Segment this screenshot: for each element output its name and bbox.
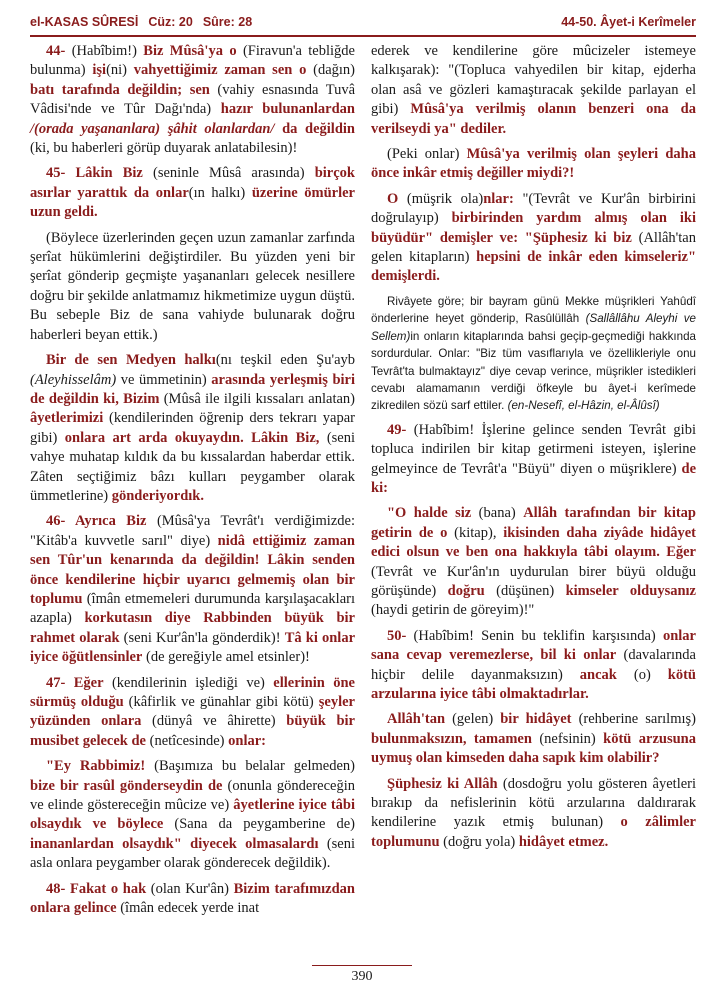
paragraph-ayet-44 xyxy=(30,42,355,158)
footer-rule xyxy=(312,965,412,966)
ayet-number: 50- xyxy=(387,627,407,644)
ayet-number: 49- xyxy=(387,421,407,438)
ayet-text: Ayrıca Biz xyxy=(65,513,147,530)
page-number: 390 xyxy=(351,969,373,984)
ayet-number: 44- xyxy=(46,43,66,59)
commentary-text: (haydi getirin de göreyim)!" xyxy=(371,602,535,619)
paragraph-allahtan xyxy=(371,710,696,768)
ayet-text: korkutasın diye Rabbinden büyük bir rahmet olarak xyxy=(30,610,355,646)
commentary-text: (Habîbim! Senin bu teklifin karşısında) xyxy=(406,627,663,644)
paragraph-ayet-46 xyxy=(30,512,355,667)
commentary-text: (dünyâ ve âhirette) xyxy=(141,713,287,730)
ayet-text: büyük bir musibet gelecek de xyxy=(30,713,355,749)
paragraph-ayet-45 xyxy=(30,164,355,222)
ayet-text: Allâh tarafından bir kitap getirin de o xyxy=(371,505,696,541)
commentary-text: (davalarında hiçbir delile dayanmaksızın) xyxy=(371,647,696,683)
ayet-text: birbirinden yardım almış olan iki büyüdür" demişler ve: "Şüphesiz ki biz xyxy=(371,210,696,246)
ayet-text: ikisinden daha ziyâde hidâyet edici olsun ve ben ona hakkıyla tâbi olayım. Eğer xyxy=(371,524,697,561)
ayet-text: şâhit olanlardan/ xyxy=(167,120,283,137)
commentary-text: (dosdoğru yolu gösteren âyetleri bırakıp da nefislerinin kötü arzularına daldırarak kendilerine yazık etmiş bulunan) xyxy=(371,775,697,831)
commentary-text: (Allâh'tan gelen kitapların) xyxy=(371,229,696,266)
ayet-text: bir hidâyet xyxy=(500,711,572,728)
commentary-text: (îmân edecek yerde inat xyxy=(116,900,260,917)
commentary-text: (nefsinin) xyxy=(531,730,604,747)
commentary-text: (Sana da peygamberine de) xyxy=(163,816,355,833)
ayet-text: hazır bulunanlardan xyxy=(220,101,355,118)
paragraph-rivayet-note xyxy=(371,293,696,415)
ayet-number: 48- xyxy=(46,880,66,897)
ayet-number: 46- xyxy=(46,513,66,530)
ayet-text: de ki: xyxy=(371,460,696,496)
ayet-text: bize bir rasûl gönderseydin de xyxy=(30,777,223,794)
sure-name: el-KASAS SÛRESİ xyxy=(30,15,139,29)
ayet-text: birçok asırlar yarattık da onlar xyxy=(30,165,355,201)
ayet-text: gönderiyordık. xyxy=(111,487,204,504)
commentary-text: in onların kitaplarında bahsi geçip-geçmediği hakkında sordurdular. Onlar: "Biz tüm vasıflarıyla ve özellikleriyle onu Tevrât'ta bulmaktayız" diye cevap verince, müşrikler istedikleri cevabı alamamanın verdiği öfkeyle bu âyet-i kerîmede zikredilen sözü sarf ettiler. xyxy=(371,329,696,413)
ayet-text: âyetlerimizi xyxy=(30,410,104,427)
ayet-text: nidâ ettiğimiz zaman sen Tûr'un kenarında da değildin! Lâkin senden önce kendilerine hiçbir uyarıcı gelmemiş olan bir toplumu xyxy=(30,532,355,607)
ayet-text: Şüphesiz ki Allâh xyxy=(387,775,498,792)
commentary-text: (Aleyhisselâm) xyxy=(30,371,117,388)
commentary-text: (kendilerinden öğrenip ders tekrarı yapar gibi) xyxy=(30,410,355,446)
ayet-text: onlar: xyxy=(228,732,266,749)
ayet-text: /(orada yaşananlara) xyxy=(30,120,168,137)
commentary-text: (Başımıza bu belalar gelmeden) xyxy=(145,758,355,775)
paragraph-suphesiz xyxy=(371,775,696,853)
paragraph-rabbimiz xyxy=(30,757,355,873)
ayet-text: vahyettiğimiz zaman sen o xyxy=(133,62,307,79)
right-column xyxy=(371,42,696,858)
commentary-text: (Habîbim!) xyxy=(65,43,144,59)
ayet-text: Allâh'tan xyxy=(387,711,446,728)
ayet-text: Bir de sen Medyen halkı xyxy=(46,352,216,369)
ayet-text: Fakat o hak xyxy=(65,880,147,897)
ayet-text: inananlardan olsaydık" xyxy=(30,835,182,852)
paragraph-ayet-47 xyxy=(30,674,355,752)
commentary-text: (seni Kur'ân'la gönderdik)! xyxy=(119,629,285,646)
commentary-text: (vahiy esnasında Tuvâ Vâdisi'nde ve Tûr Dağı'nda) xyxy=(30,81,356,118)
commentary-text: (nı teşkil eden Şu'ayb xyxy=(215,352,356,369)
paragraph-ayet-48 xyxy=(30,880,355,919)
commentary-text: ve ümmetinin) xyxy=(116,371,212,388)
commentary-text: (ki, bu haberleri görüp duyarak anlatabilesin)! xyxy=(30,140,298,157)
paragraph-ayet-50 xyxy=(371,627,696,705)
ayet-text: "Ey Rabbimiz! xyxy=(46,758,146,775)
commentary-text: (kendilerinin işlediği ve) xyxy=(103,674,274,691)
commentary-text: (rehberine sarılmış) xyxy=(571,711,696,728)
header-left xyxy=(30,15,262,29)
ayet-text: ancak xyxy=(579,666,617,683)
ayet-text: âyetlerine iyice tâbi olsaydık ve böylece xyxy=(30,797,356,833)
ayet-text: onlar sana cevap veremezlerse, bil ki onlar xyxy=(371,627,696,664)
ayet-range: 44-50. Âyet-i Kerîmeler xyxy=(561,15,696,29)
commentary-text: (Mûsâ ile ilgili kıssaları anlatan) xyxy=(159,390,355,407)
commentary-text: (îmân etmemeleri durumunda karşılaşacakları azapla) xyxy=(30,590,355,627)
commentary-text: (de gereğiyle amel etsinler)! xyxy=(142,649,310,666)
paragraph-peki-onlar xyxy=(371,145,696,184)
paragraph-ayet-49 xyxy=(371,421,696,499)
commentary-text: Rivâyete göre; bir bayram günü Mekke müşrikleri Yahûdî önderlerine heyet gönderip, Rasûlüllâh xyxy=(371,294,696,326)
commentary-text: (müşrik ola) xyxy=(398,190,484,207)
paragraph-medyen xyxy=(30,351,355,506)
commentary-text: (o) xyxy=(616,666,668,683)
commentary-text: ederek ve kendilerine göre mûcizeler istemeye kalkışarak): "(Topluca vahyedilen bir kitap, ejderha olan asâ ve gözleri kamaştıracak şekilde parlayan el gibi) xyxy=(371,43,696,118)
ayet-text: o zâlimler toplumunu xyxy=(371,814,696,850)
ayet-text: üzerine ömürler uzun geldi. xyxy=(30,184,355,221)
ayet-text: arasında yerleşmiş biri de değildin ki, Bizim xyxy=(30,371,355,407)
commentary-text: (Habîbim! İşlerine gelince senden Tevrât gibi topluca indirilen bir kitap getirmeni isteyen, işlerine gelmeyince de Tevrât'a "Büyü" diyen o müşriklere) xyxy=(371,421,696,477)
commentary-text: (Firavun'a tebliğde bulunma) xyxy=(30,43,355,79)
ayet-text: Mûsâ'ya verilmiş olan şeyleri daha önce inkâr etmiş değiller miydi?! xyxy=(371,146,696,182)
ayet-text: Biz Mûsâ'ya o xyxy=(143,43,237,59)
ayet-text: hepsini de inkâr eden kimseleriz" demişlerdi. xyxy=(371,249,696,285)
ayet-number: 45- xyxy=(46,165,66,182)
commentary-text: (Mûsâ'ya Tevrât'ı verdiğimizde: "Kitâb'a kuvvetle sarıl" diye) xyxy=(30,513,355,549)
page-header xyxy=(30,13,696,33)
paragraph-ayet-48-cont xyxy=(371,42,696,139)
commentary-text: (ın halkı) xyxy=(188,184,252,201)
commentary-text: (bana) xyxy=(471,505,524,522)
commentary-text: (düşünen) xyxy=(484,582,566,599)
ayet-text: Lâkin Biz xyxy=(65,165,143,182)
commentary-text: (en-Nesefî, el-Hâzin, el-Âlûsî) xyxy=(507,399,660,413)
commentary-text: (ni) xyxy=(106,62,134,79)
header-rule xyxy=(30,35,696,37)
ayet-text: "O halde siz xyxy=(387,505,472,522)
commentary-text: (dağın) xyxy=(306,62,356,79)
ayet-text: hidâyet etmez. xyxy=(518,833,609,850)
ayet-text: diyecek olmasalardı xyxy=(190,835,319,852)
commentary-text: (Tevrât ve Kur'ân'ın uydurulan birer büyü olduğu görüşünde) xyxy=(371,563,696,599)
commentary-text: (kâfirlik ve günahlar gibi kötü) xyxy=(123,694,319,710)
cuz-label: Cüz: 20 xyxy=(148,15,193,29)
ayet-text: batı tarafında değildin; sen xyxy=(30,81,210,98)
page-footer xyxy=(0,969,724,985)
ayet-text: nlar: xyxy=(483,190,514,207)
commentary-text: (seni vahye muhatap kıldık da bu kıssalardan haberdar ettik. Zâten seçtiğimiz bâzı kulları peygamber olarak ümmetlerine) xyxy=(30,429,356,504)
commentary-text: (olan Kur'ân) xyxy=(146,880,234,897)
ayet-text: onlara art arda okuyaydın. Lâkin Biz, xyxy=(64,429,320,446)
ayet-text: işi xyxy=(92,62,107,79)
sure-number: Sûre: 28 xyxy=(202,15,253,29)
commentary-text: (Sallâllâhu Aleyhi ve Sellem) xyxy=(371,312,696,343)
commentary-text: (Peki onlar) xyxy=(387,146,467,163)
ayet-text: Bizim tarafımızdan onlara gelince xyxy=(30,880,355,917)
ayet-number: 47- xyxy=(46,674,66,691)
ayet-text: kötü arzularına iyice tâbi olmaktadırlar. xyxy=(371,666,696,702)
paragraph-commentary xyxy=(30,229,355,345)
commentary-text: (doğru yola) xyxy=(439,833,519,850)
ayet-text: Eğer xyxy=(65,674,104,691)
ayet-text: kötü arzusuna uymuş olan kimseden daha sapık kim olabilir? xyxy=(371,730,696,767)
ayet-text: bulunmaksızın, tamamen xyxy=(371,730,532,747)
ayet-text: da değildin xyxy=(282,120,355,137)
commentary-text: (netîcesinde) xyxy=(145,732,229,749)
ayet-text: kimseler olduysanız xyxy=(565,582,696,599)
paragraph-musrikler xyxy=(371,190,696,287)
paragraph-o-halde xyxy=(371,504,696,620)
ayet-text: Mûsâ'ya verilmiş olanın benzeri ona da verilseydi ya" dediler. xyxy=(371,101,696,137)
commentary-text: (kitap), xyxy=(447,524,504,541)
commentary-text: (Böylece üzerlerinden geçen uzun zamanlar zarfında şerîat hükümlerini değiştirdiler. Bu yüzden yeni bir şerîat gönderip geçmişte yaşananları gelecek nesillere doğru bir şekilde anlatmamız hikmetimize uygun düştü. Bu sebeple Biz de sana vahiyde bulunarak doğru haberleri beyan ettik.) xyxy=(30,229,355,343)
ayet-text: şeyler yüzünden onlara xyxy=(30,694,355,730)
commentary-text xyxy=(182,836,190,852)
ayet-text: ellerinin öne sürmüş olduğu xyxy=(30,674,355,710)
commentary-text: (onunla göndereceğin ve elinde göstereceğin mûcize ve) xyxy=(30,777,355,814)
left-column xyxy=(30,42,355,924)
commentary-text: (seni asla onlara peygamber olarak gönderecek değildik). xyxy=(30,835,356,872)
ayet-text: O xyxy=(387,190,399,207)
commentary-text: "(Tevrât ve Kur'ân birbirini doğrulayıp) xyxy=(371,190,696,227)
commentary-text: (gelen) xyxy=(445,711,501,728)
commentary-text: (seninle Mûsâ arasında) xyxy=(142,165,315,182)
ayet-text: Tâ ki onlar iyice öğütlensinler xyxy=(30,629,356,666)
ayet-text: doğru xyxy=(447,582,485,599)
